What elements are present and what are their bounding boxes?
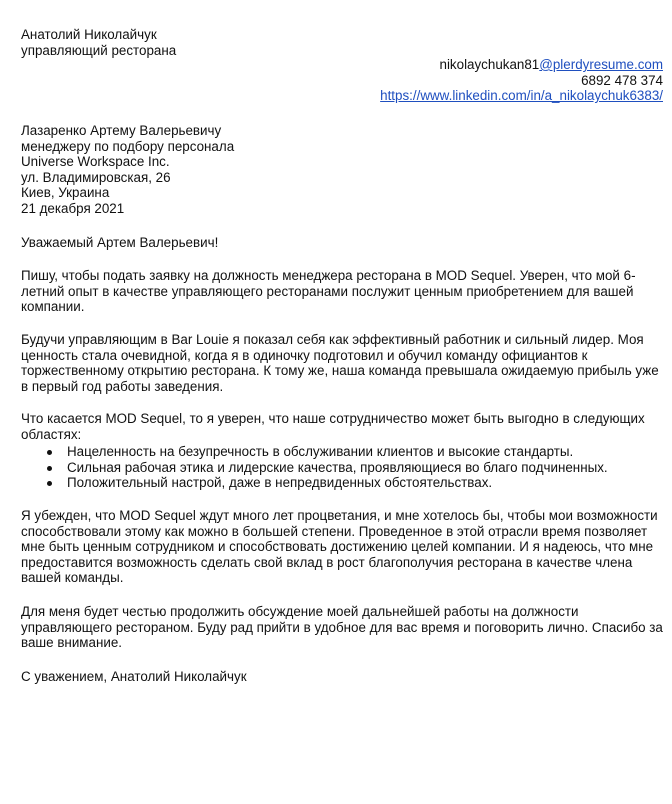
- list-item: Сильная рабочая этика и лидерские качества, проявляющиеся во благо подчиненных.: [21, 460, 608, 476]
- paragraph-line: вашей команды.: [21, 570, 124, 586]
- paragraph-line: способствовали этому как можно в большей степени. Проведенное в этой отрасли время позволяет: [21, 523, 648, 539]
- paragraph-line: Будучи управляющим в Bar Louie я показал себя как эффективный работник и сильный лидер. Моя: [21, 332, 644, 347]
- paragraph-line: торжественному открытию ресторана. К тому же, наша команда превышала ожидаемую прибыль уже: [21, 363, 659, 379]
- paragraph-line: Что касается MOD Sequel, то я уверен, что наше сотрудничество может быть выгодно в следующих: [21, 411, 645, 426]
- recipient-block: [21, 123, 234, 217]
- signature-line: С уважением, Анатолий Николайчук: [21, 669, 247, 684]
- paragraph-conviction: [21, 508, 667, 586]
- recipient-city: Киев, Украина: [21, 185, 110, 201]
- list-item: Положительный настрой, даже в непредвиденных обстоятельствах.: [21, 475, 608, 491]
- paragraph-line: Для меня будет честью продолжить обсуждение моей дальнейшей работы на должности: [21, 604, 579, 619]
- paragraph-line: мне быть ценным сотрудником и способствовать достижению целей компании. И я надеюсь, что мне: [21, 539, 654, 555]
- letter-date: 21 декабря 2021: [21, 200, 125, 216]
- phone: 6892 478 374: [581, 72, 663, 88]
- email-user: nikolaychukan81: [439, 57, 540, 72]
- paragraph-line: летний опыт в качестве управляющего ресторанами послужит ценным приобретением для вашей: [21, 283, 634, 299]
- benefits-list: [21, 444, 608, 491]
- email: [380, 57, 663, 73]
- greeting: Уважаемый Артем Валерьевич!: [21, 235, 219, 250]
- paragraph-line: ценность стала очевидной, когда я в одиночку подготовил и обучил команду официантов к: [21, 347, 588, 363]
- sender-name: Анатолий Николайчук: [21, 27, 157, 42]
- recipient-name: Лазаренко Артему Валерьевичу: [21, 123, 222, 138]
- paragraph-line: в первый год работы заведения.: [21, 378, 224, 394]
- paragraph-line: ваше внимание.: [21, 635, 123, 651]
- email-link[interactable]: @plerdyresume.com: [539, 57, 663, 72]
- paragraph-line: Я убежден, что MOD Sequel ждут много лет процветания, и мне хотелось бы, чтобы мои возможности: [21, 508, 658, 523]
- list-item: Нацеленность на безупречность в обслуживании клиентов и высокие стандарты.: [21, 444, 608, 460]
- paragraph-line: компании.: [21, 299, 85, 315]
- recipient-position: менеджеру по подбору персонала: [21, 138, 235, 154]
- linkedin-link[interactable]: https://www.linkedin.com/in/a_nikolaychuk6383/: [380, 88, 663, 104]
- paragraph-line: областях:: [21, 426, 82, 442]
- paragraph-line: Пишу, чтобы подать заявку на должность менеджера ресторана в MOD Sequel. Уверен, что мой 6-: [21, 268, 636, 283]
- paragraph-closing: [21, 604, 667, 651]
- sender-title: управляющий ресторана: [21, 42, 177, 58]
- paragraph-line: управляющего рестораном. Буду рад прийти в удобное для вас время и поговорить лично. Спасибо за: [21, 619, 663, 635]
- paragraph-experience: [21, 332, 667, 394]
- recipient-street: ул. Владимировская, 26: [21, 169, 171, 185]
- recipient-company: Universe Workspace Inc.: [21, 154, 170, 170]
- paragraph-benefits-intro: [21, 411, 667, 442]
- contact-block: [380, 57, 663, 104]
- sender-block: [21, 27, 176, 58]
- paragraph-line: предоставится возможность сделать свой вклад в рост благополучия ресторана в качестве члена: [21, 554, 633, 570]
- paragraph-intro: [21, 268, 667, 315]
